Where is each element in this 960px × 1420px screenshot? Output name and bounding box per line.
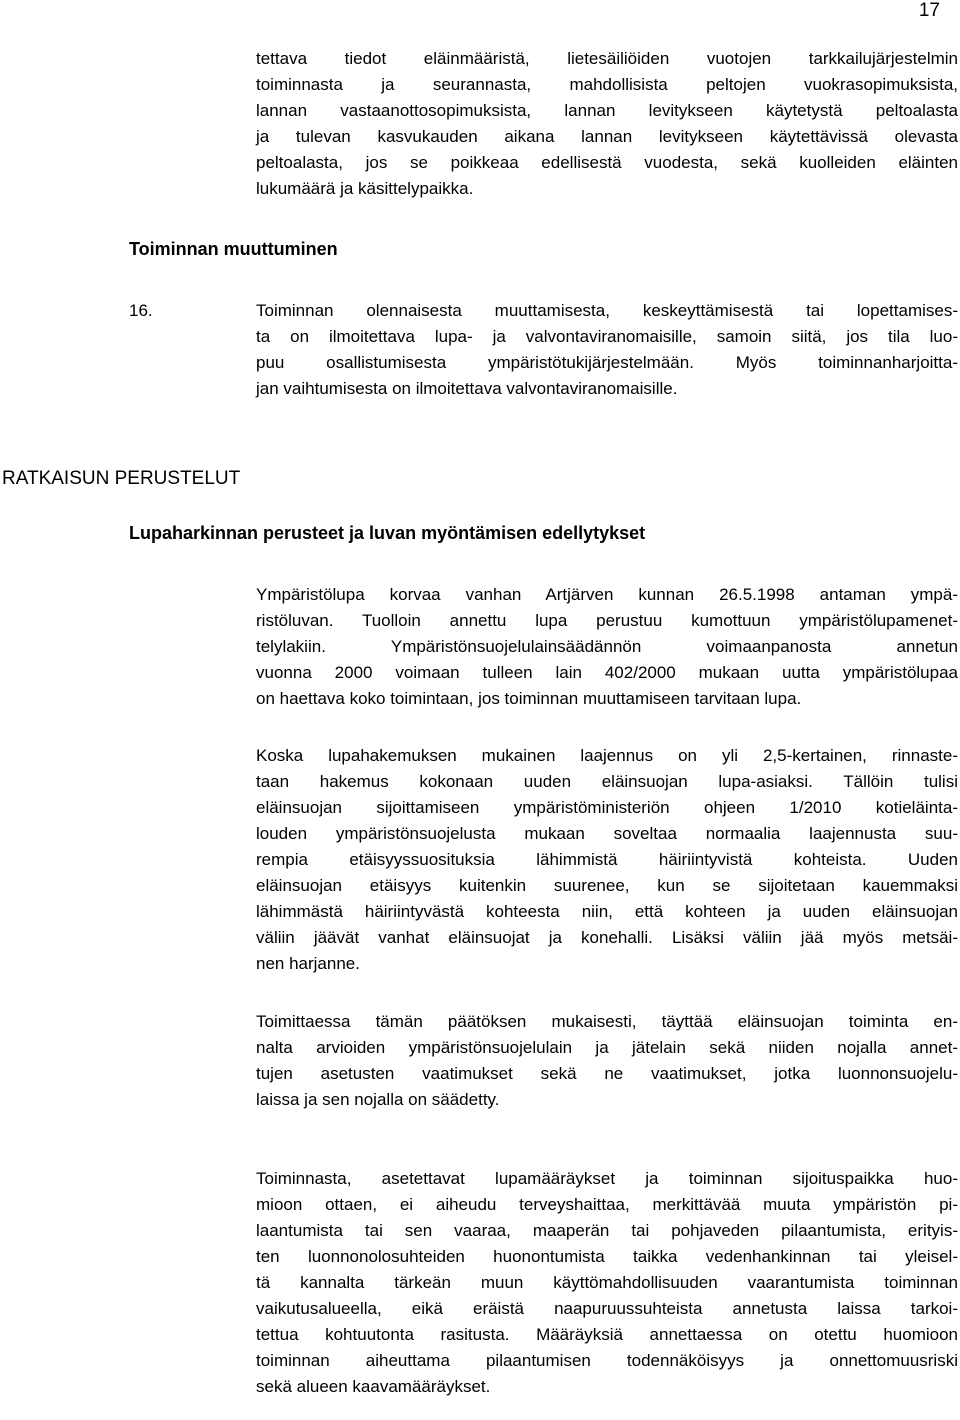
paragraph-number: 16.	[129, 301, 153, 320]
text-line: eläinsuojan sijoittamiseen ympäristöministeriön ohjeen 1/2010 kotieläinta-	[256, 798, 958, 817]
text-line: rempia etäisyyssuosituksia lähimmistä häiriintyvistä kohteista. Uuden	[256, 850, 958, 869]
text-line: taan hakemus kokonaan uuden eläinsuojan lupa-asiaksi. Tällöin tulisi	[256, 772, 958, 791]
text-line: puu osallistumisesta ympäristötukijärjestelmään. Myös toiminnanharjoitta-	[256, 353, 958, 372]
text-line: Ympäristölupa korvaa vanhan Artjärven kunnan 26.5.1998 antaman ympä-	[256, 585, 958, 604]
text-line: sekä alueen kaavamääräykset.	[256, 1377, 491, 1396]
text-line: mioon ottaen, ei aiheudu terveyshaittaa, merkittävää muuta ympäristön pi-	[256, 1195, 958, 1214]
sub-heading: Lupaharkinnan perusteet ja luvan myöntämisen edellytykset	[129, 523, 646, 543]
section-heading: Toiminnan muuttuminen	[129, 239, 338, 259]
text-line: eläinsuojan etäisyys kuitenkin suurenee, kun se sijoitetaan kauemmaksi	[256, 876, 958, 895]
text-line: Toiminnan olennaisesta muuttamisesta, keskeyttämisestä tai lopettamises-	[256, 301, 958, 320]
text-line: nen harjanne.	[256, 954, 360, 973]
text-line: vuonna 2000 voimaan tulleen lain 402/2000 mukaan uutta ympäristölupaa	[256, 663, 958, 682]
text-line: lannan vastaanottosopimuksista, lannan levitykseen käytetystä peltoalasta	[256, 101, 958, 120]
text-line: laantumista tai sen vaaraa, maaperän tai pohjaveden pilaantumista, erityis-	[256, 1221, 958, 1240]
text-line: nalta arvioiden ympäristönsuojelulain ja jätelain sekä niiden nojalla annet-	[256, 1038, 958, 1057]
text-line: tettava tiedot eläinmääristä, lietesäiliöiden vuotojen tarkkailujärjestelmin	[256, 49, 958, 68]
text-line: ten luonnonolosuhteiden huonontumista taikka vedenhankinnan tai yleisel-	[256, 1247, 958, 1266]
text-line: toiminnasta ja seurannasta, mahdollisista peltojen vuokrasopimuksista,	[256, 75, 958, 94]
text-line: jan vaihtumisesta on ilmoitettava valvontaviranomaisille.	[256, 379, 678, 398]
text-line: Koska lupahakemuksen mukainen laajennus on yli 2,5-kertainen, rinnaste-	[256, 746, 958, 765]
page-number: 17	[918, 0, 940, 21]
main-heading: RATKAISUN PERUSTELUT	[2, 468, 241, 489]
text-line: on haettava koko toimintaan, jos toiminnan muuttamiseen tarvitaan lupa.	[256, 689, 802, 708]
text-line: toiminnan aiheuttama pilaantumisen todennäköisyys ja onnettomuusriski	[256, 1351, 958, 1370]
text-line: laissa ja sen nojalla on säädetty.	[256, 1090, 500, 1109]
text-line: lähimmästä häiriintyvästä kohteesta niin, että kohteen ja uuden eläinsuojan	[256, 902, 958, 921]
text-line: ristöluvan. Tuolloin annettu lupa perustuu kumottuun ympäristölupamenet-	[256, 611, 958, 630]
text-line: Toiminnasta, asetettavat lupamääräykset ja toiminnan sijoituspaikka huo-	[256, 1169, 958, 1188]
text-line: tettua kohtuutonta rasitusta. Määräyksiä annettaessa on otettu huomioon	[256, 1325, 958, 1344]
text-line: tujen asetusten vaatimukset sekä ne vaatimukset, jotka luonnonsuojelu-	[256, 1064, 958, 1083]
text-line: tä kannalta tärkeän muun käyttömahdollisuuden vaarantumista toiminnan	[256, 1273, 958, 1292]
text-line: louden ympäristönsuojelusta mukaan soveltaa normaalia laajennusta suu-	[256, 824, 958, 843]
text-line: telylakiin. Ympäristönsuojelulainsäädännön voimaanpanosta annetun	[256, 637, 958, 656]
text-line: ja tulevan kasvukauden aikana lannan levitykseen käytettävissä olevasta	[256, 127, 958, 146]
text-line: Toimittaessa tämän päätöksen mukaisesti, täyttää eläinsuojan toiminta en-	[256, 1012, 958, 1031]
text-line: väliin jäävät vanhat eläinsuojat ja konehalli. Lisäksi väliin jää myös metsäi-	[256, 928, 958, 947]
text-line: lukumäärä ja käsittelypaikka.	[256, 179, 474, 198]
text-line: vaikutusalueella, eikä eräistä naapuruussuhteista annetusta laissa tarkoi-	[256, 1299, 958, 1318]
text-line: peltoalasta, jos se poikkeaa edellisestä vuodesta, sekä kuolleiden eläinten	[256, 153, 958, 172]
text-line: ta on ilmoitettava lupa- ja valvontaviranomaisille, samoin siitä, jos tila luo-	[256, 327, 958, 346]
